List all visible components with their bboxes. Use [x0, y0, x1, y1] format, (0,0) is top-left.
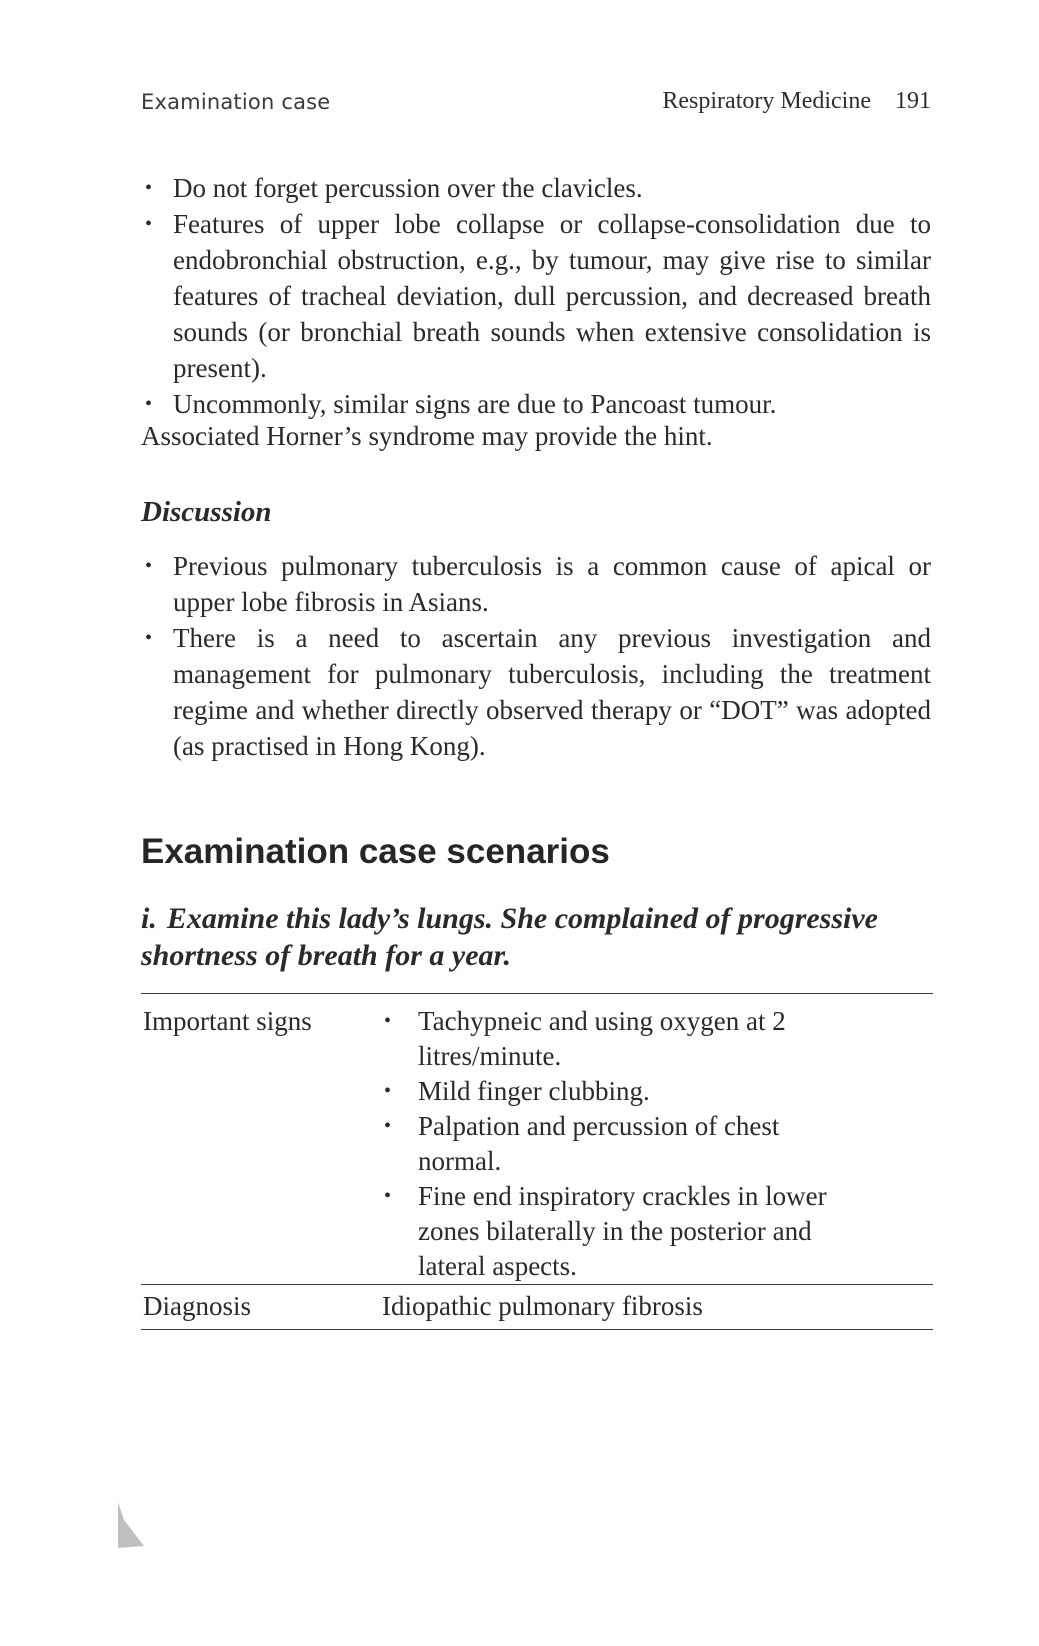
- list-item: [382, 1074, 852, 1109]
- list-item-text: Features of upper lobe collapse or collapse-consolidation due to endobronchial obstruction, e.g., by tumour, may give rise to similar features of tracheal deviation, dull percussion, and decreased breath sounds (or bronchial breath sounds when extensive consolidation is present).: [173, 209, 931, 383]
- associated-note: Associated Horner’s syndrome may provide the hint.: [141, 421, 713, 451]
- percussion-notes-list: [141, 170, 931, 422]
- bullet-marker: •: [384, 1115, 392, 1137]
- scenarios-heading: Examination case scenarios: [141, 832, 610, 871]
- list-item-text: There is a need to ascertain any previous investigation and management for pulmonary tuberculosis, including the treatment regime and whether directly observed therapy or “DOT” was adopted (as practised in Hong Kong).: [173, 623, 931, 761]
- running-head-section: Examination case: [141, 90, 331, 114]
- page-number: 191: [895, 88, 931, 114]
- signs-table: [141, 993, 933, 1330]
- table-rule-bottom: [141, 1329, 933, 1330]
- bullet-marker: •: [145, 627, 153, 649]
- bullet-marker: •: [384, 1080, 392, 1102]
- bullet-marker: •: [145, 177, 153, 199]
- running-head-right: [662, 88, 931, 115]
- list-item: [382, 1004, 852, 1074]
- table-row: [141, 1285, 933, 1329]
- list-item-text: Palpation and percussion of chest normal.: [418, 1111, 780, 1176]
- bullet-marker: •: [145, 555, 153, 577]
- list-item: [141, 620, 931, 764]
- signs-list: [382, 1004, 852, 1284]
- table-row: [141, 994, 933, 1284]
- signs-label: Important signs: [143, 1006, 312, 1036]
- list-item: [382, 1179, 852, 1284]
- bullet-marker: •: [384, 1010, 392, 1032]
- list-item: [141, 170, 931, 206]
- list-item-text: Previous pulmonary tuberculosis is a common cause of apical or upper lobe fibrosis in Asians.: [173, 551, 931, 617]
- diagnosis-label: Diagnosis: [143, 1291, 251, 1321]
- bullet-marker: •: [145, 213, 153, 235]
- list-item: [141, 206, 931, 386]
- case-question-text: Examine this lady’s lungs. She complained of progressive shortness of breath for a year.: [141, 902, 878, 972]
- bullet-marker: •: [145, 393, 153, 415]
- list-item: [141, 548, 931, 620]
- running-head-title: Respiratory Medicine: [662, 88, 871, 114]
- running-head: [141, 88, 931, 120]
- list-item-text: Tachypneic and using oxygen at 2 litres/minute.: [418, 1006, 786, 1071]
- list-item-text: Uncommonly, similar signs are due to Pancoast tumour.: [173, 389, 777, 419]
- diagnosis-value: Idiopathic pulmonary fibrosis: [382, 1291, 703, 1321]
- bullet-marker: •: [384, 1185, 392, 1207]
- case-question: [141, 900, 921, 974]
- list-item-text: Mild finger clubbing.: [418, 1076, 650, 1106]
- list-item: [141, 386, 931, 422]
- list-item-text: Fine end inspiratory crackles in lower zones bilaterally in the posterior and lateral aspects.: [418, 1181, 827, 1281]
- discussion-heading: Discussion: [141, 496, 272, 528]
- list-item: [382, 1109, 852, 1179]
- discussion-list: [141, 548, 931, 764]
- case-number: i.: [141, 902, 157, 935]
- list-item-text: Do not forget percussion over the clavicles.: [173, 173, 643, 203]
- scan-corner-mark: [114, 1500, 154, 1550]
